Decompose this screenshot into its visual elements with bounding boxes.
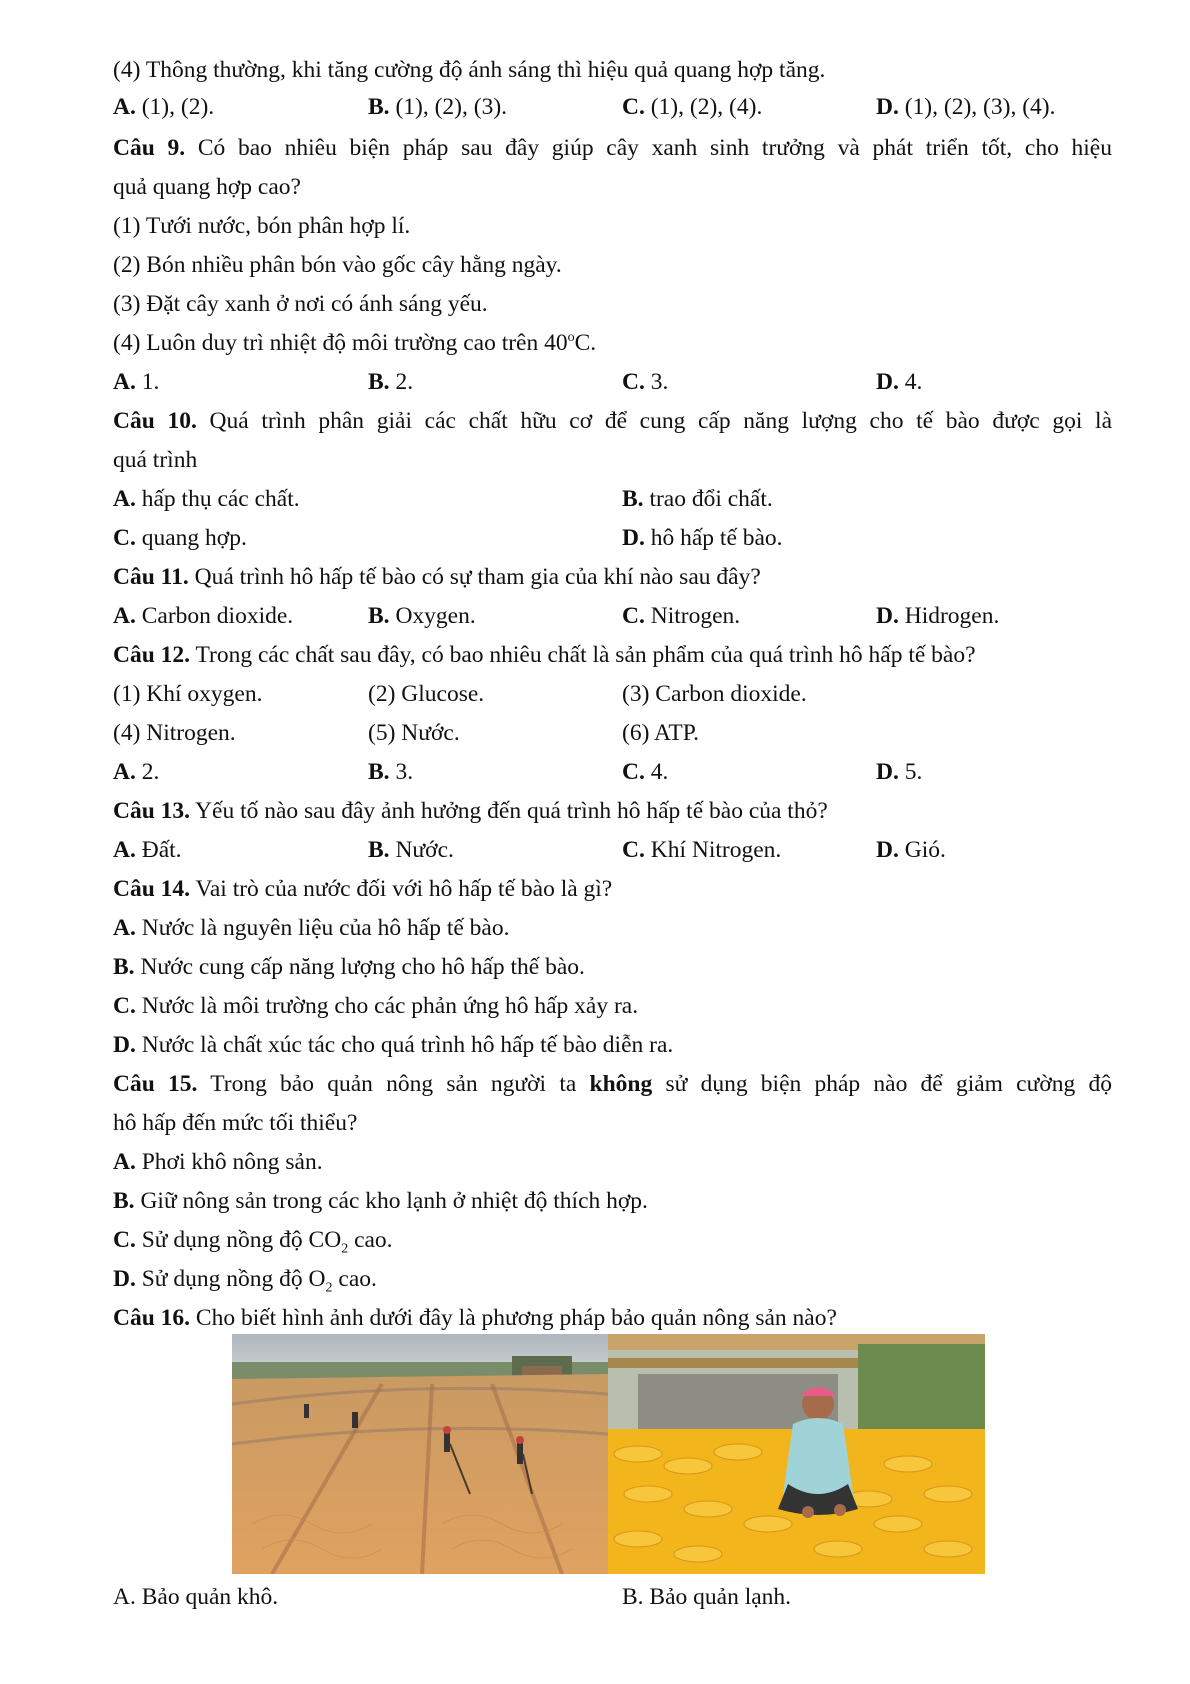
q13-option-c[interactable]: C. Khí Nitrogen. [622, 837, 782, 863]
q9-option-a[interactable]: A. 1. [113, 369, 160, 395]
q13-option-a[interactable]: A. Đất. [113, 837, 182, 863]
q15-stem: Câu 15. Trong bảo quản nông sản người ta không sử dụng biện pháp nào để giảm cường độ [113, 1071, 1113, 1097]
q11-stem: Câu 11. Quá trình hô hấp tế bào có sự tham gia của khí nào sau đây? [113, 564, 761, 590]
q8-option-d[interactable]: D. (1), (2), (3), (4). [876, 94, 1056, 120]
q8-option-b[interactable]: B. (1), (2), (3). [368, 94, 508, 120]
q11-option-a[interactable]: A. Carbon dioxide. [113, 603, 294, 629]
q12-option-c[interactable]: C. 4. [622, 759, 669, 785]
q15-option-b[interactable]: B. Giữ nông sản trong các kho lạnh ở nhiệt độ thích hợp. [113, 1188, 648, 1214]
q9-option-b[interactable]: B. 2. [368, 369, 414, 395]
q12-option-d[interactable]: D. 5. [876, 759, 923, 785]
q13-option-d[interactable]: D. Gió. [876, 837, 946, 863]
q15-option-c[interactable]: C. Sử dụng nồng độ $CO_2$ cao. [113, 1227, 393, 1257]
q11-option-d[interactable]: D. Hidrogen. [876, 603, 1000, 629]
q9-stem: Câu 9. Có bao nhiêu biện pháp sau đây giúp cây xanh sinh trưởng và phát triển tốt, cho hiệu [113, 135, 1112, 161]
q11-option-c[interactable]: C. Nitrogen. [622, 603, 741, 629]
q16-option-a[interactable]: A. Bảo quản khô. [113, 1584, 279, 1610]
q9-stem-cont: quả quang hợp cao? [113, 174, 301, 200]
q11-option-b[interactable]: B. Oxygen. [368, 603, 476, 629]
q14-option-b[interactable]: B. Nước cung cấp năng lượng cho hô hấp thế bào. [113, 954, 585, 980]
q14-option-c[interactable]: C. Nước là môi trường cho các phản ứng hô hấp xảy ra. [113, 993, 639, 1019]
rice-drying-photo [232, 1334, 608, 1574]
q14-option-a[interactable]: A. Nước là nguyên liệu của hô hấp tế bào. [113, 915, 510, 941]
q13-stem: Câu 13. Yếu tố nào sau đây ảnh hưởng đến quá trình hô hấp tế bào của thỏ? [113, 798, 828, 824]
q14-option-d[interactable]: D. Nước là chất xúc tác cho quá trình hô hấp tế bào diễn ra. [113, 1032, 674, 1058]
q16-option-b[interactable]: B. Bảo quản lạnh. [622, 1584, 792, 1610]
q15-option-a[interactable]: A. Phơi khô nông sản. [113, 1149, 323, 1175]
q15-stem-cont: hô hấp đến mức tối thiểu? [113, 1110, 358, 1136]
q9-option-c[interactable]: C. 3. [622, 369, 669, 395]
q10-option-a[interactable]: A. hấp thụ các chất. [113, 486, 300, 512]
q10-stem: Câu 10. Quá trình phân giải các chất hữu cơ để cung cấp năng lượng cho tế bào được gọi là [113, 408, 1112, 434]
q10-option-d[interactable]: D. hô hấp tế bào. [622, 525, 783, 551]
q8-option-c[interactable]: C. (1), (2), (4). [622, 94, 763, 120]
q9-item-4: (4) Luôn duy trì nhiệt độ môi trường cao trên 40$^o$C. [113, 330, 597, 356]
q10-stem-cont: quá trình [113, 447, 198, 473]
q9-item-3: (3) Đặt cây xanh ở nơi có ánh sáng yếu. [113, 291, 488, 317]
q9-item-1: (1) Tưới nước, bón phân hợp lí. [113, 213, 411, 239]
q12-item-3: (3) Carbon dioxide. [622, 681, 807, 707]
q12-item-1: (1) Khí oxygen. [113, 681, 263, 707]
q12-item-4: (4) Nitrogen. [113, 720, 236, 746]
q10-option-b[interactable]: B. trao đổi chất. [622, 486, 773, 512]
q12-stem: Câu 12. Trong các chất sau đây, có bao nhiêu chất là sản phẩm của quá trình hô hấp tế bào? [113, 642, 976, 668]
q13-option-b[interactable]: B. Nước. [368, 837, 454, 863]
q15-option-d[interactable]: D. Sử dụng nồng độ $O_2$ cao. [113, 1266, 377, 1296]
q12-option-a[interactable]: A. 2. [113, 759, 160, 785]
q8-item-4: (4) Thông thường, khi tăng cường độ ánh sáng thì hiệu quả quang hợp tăng. [113, 57, 826, 83]
q14-stem: Câu 14. Vai trò của nước đối với hô hấp tế bào là gì? [113, 876, 613, 902]
corn-drying-photo [608, 1334, 985, 1574]
q12-item-2: (2) Glucose. [368, 681, 485, 707]
drying-photos [232, 1334, 985, 1574]
q9-option-d[interactable]: D. 4. [876, 369, 923, 395]
q12-item-5: (5) Nước. [368, 720, 460, 746]
q10-option-c[interactable]: C. quang hợp. [113, 525, 247, 551]
q8-option-a[interactable]: A. (1), (2). [113, 94, 215, 120]
q12-item-6: (6) ATP. [622, 720, 700, 746]
q12-option-b[interactable]: B. 3. [368, 759, 414, 785]
q9-item-2: (2) Bón nhiều phân bón vào gốc cây hằng ngày. [113, 252, 562, 278]
q16-stem: Câu 16. Cho biết hình ảnh dưới đây là phương pháp bảo quản nông sản nào? [113, 1305, 837, 1331]
